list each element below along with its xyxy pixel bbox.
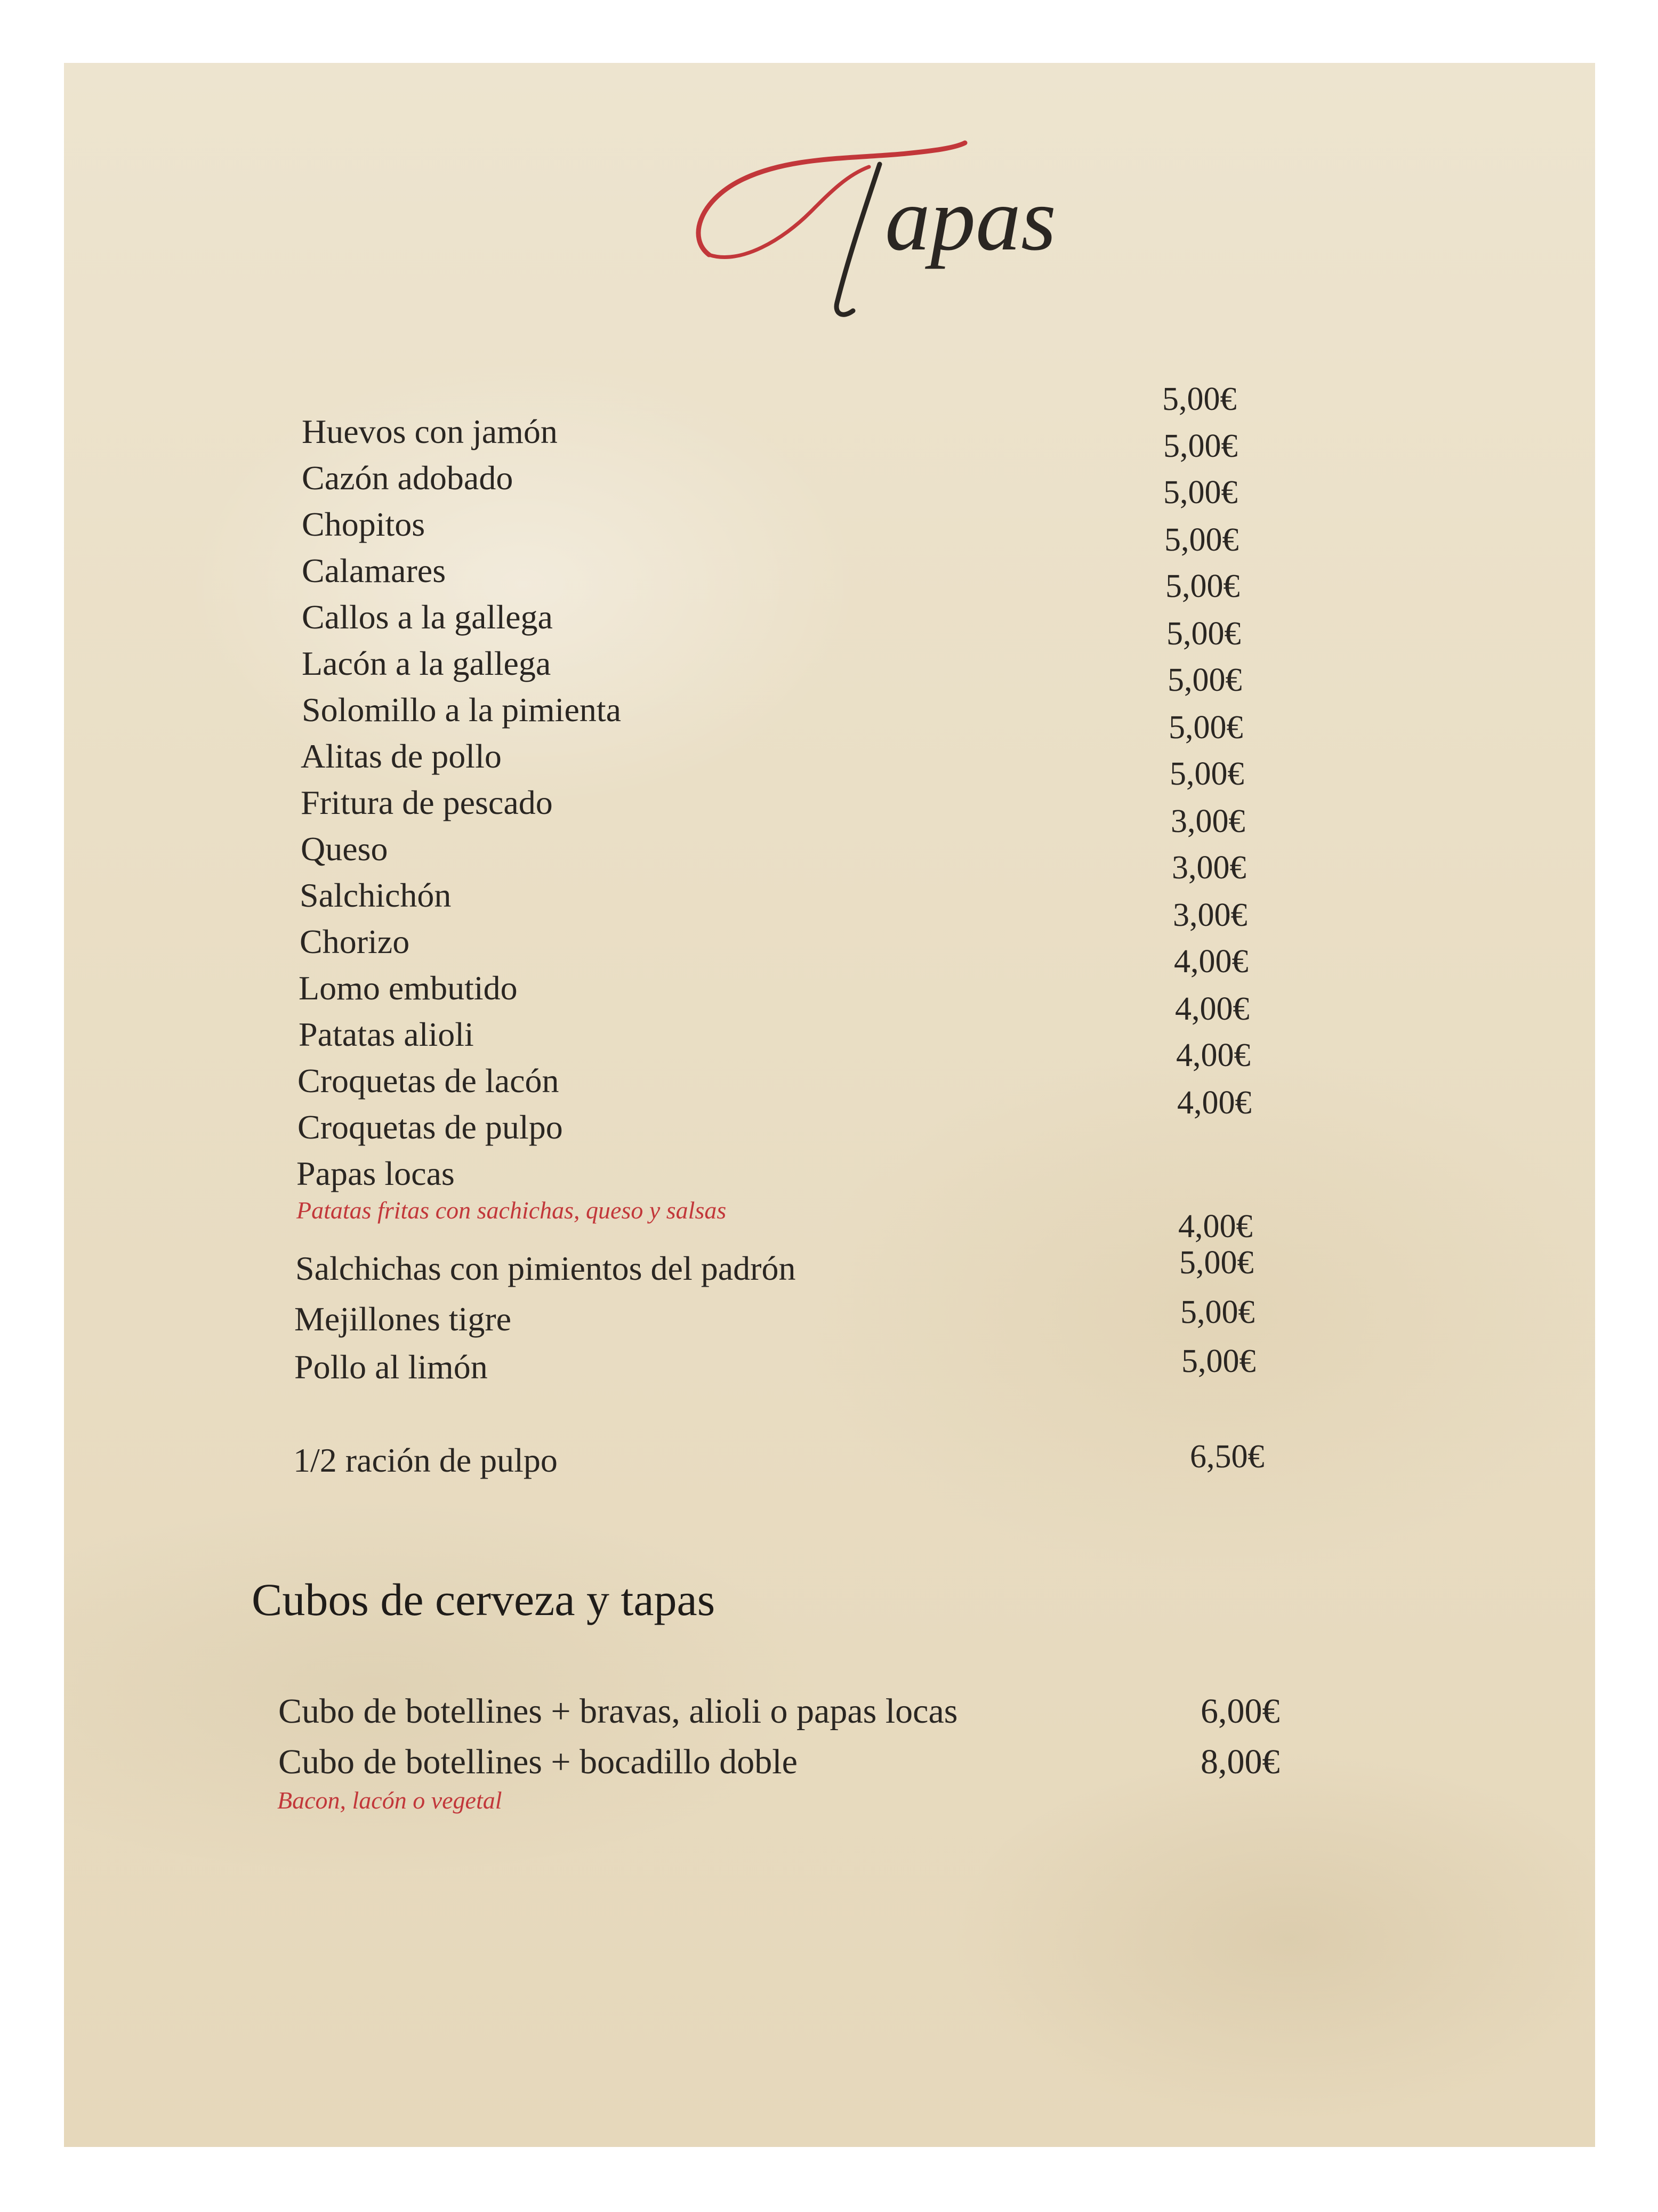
item-name: Chorizo (300, 923, 410, 960)
item-price: 5,00€ (1166, 616, 1241, 652)
item-price: 4,00€ (1176, 1037, 1251, 1073)
item-name: Papas locas (296, 1155, 455, 1192)
list-item (64, 1015, 1595, 1073)
item-name: Calamares (302, 552, 446, 590)
item-price: 6,50€ (1190, 1439, 1265, 1475)
item-name: Queso (301, 830, 388, 868)
item-price: 5,00€ (1180, 1294, 1255, 1330)
list-item (64, 784, 1595, 839)
item-name: Croquetas de lacón (297, 1062, 559, 1100)
item-note: Patatas fritas con sachichas, queso y salsas (296, 1197, 727, 1224)
item-name: Croquetas de pulpo (297, 1108, 563, 1146)
item-name: Chopitos (302, 505, 425, 543)
item-name: Huevos con jamón (302, 413, 558, 450)
list-item (64, 923, 1595, 980)
list-item (64, 1439, 1595, 1491)
item-price: 8,00€ (1201, 1742, 1280, 1781)
item-name: 1/2 ración de pulpo (293, 1441, 558, 1479)
list-item (64, 1110, 1595, 1158)
item-price: 4,00€ (1178, 1208, 1253, 1245)
item-name: Pollo al limón (294, 1348, 488, 1386)
list-item (64, 1245, 1595, 1299)
list-item (64, 1343, 1595, 1398)
item-price: 4,00€ (1177, 1085, 1252, 1121)
list-item (64, 644, 1595, 698)
item-name: Lomo embutido (299, 969, 518, 1007)
list-item (64, 415, 1595, 463)
item-name: Fritura de pescado (301, 784, 553, 821)
item-price: 5,00€ (1169, 709, 1243, 746)
menu-title-logo (677, 106, 1061, 329)
list-item (64, 1062, 1595, 1121)
list-item (64, 505, 1595, 558)
item-price: 5,00€ (1165, 568, 1240, 604)
item-price: 5,00€ (1163, 428, 1238, 464)
menu-title-text: apas (885, 169, 1057, 269)
item-price: 5,00€ (1162, 381, 1237, 417)
item-name: Solomillo a la pimienta (302, 691, 622, 729)
list-item (64, 461, 1595, 509)
item-name: Salchichas con pimientos del padrón (295, 1249, 796, 1287)
item-price: 3,00€ (1173, 897, 1247, 933)
item-name: Lacón a la gallega (302, 644, 551, 682)
item-price: 3,00€ (1171, 803, 1245, 839)
list-item (64, 691, 1595, 746)
item-price: 3,00€ (1172, 850, 1246, 886)
list-item (64, 598, 1595, 652)
item-name: Cazón adobado (302, 459, 513, 497)
item-name: Cubo de botellines + bocadillo doble (278, 1742, 798, 1781)
item-note: Bacon, lacón o vegetal (277, 1787, 502, 1814)
list-item (64, 554, 1595, 602)
item-price: 5,00€ (1168, 662, 1242, 698)
item-price: 5,00€ (1164, 522, 1239, 558)
item-name: Callos a la gallega (302, 598, 553, 636)
item-name: Cubo de botellines + bravas, alioli o papas locas (278, 1692, 958, 1731)
item-price: 4,00€ (1174, 943, 1249, 980)
menu-title (677, 106, 1061, 329)
menu-page (64, 63, 1595, 2147)
item-name: Salchichón (300, 876, 452, 914)
list-item (64, 1294, 1595, 1350)
item-price: 4,00€ (1175, 991, 1250, 1027)
item-price: 5,00€ (1170, 756, 1244, 792)
item-price: 5,00€ (1181, 1343, 1256, 1379)
item-name: Patatas alioli (299, 1015, 474, 1053)
list-item (64, 969, 1595, 1027)
item-name: Mejillones tigre (294, 1300, 512, 1338)
item-price: 6,00€ (1201, 1692, 1280, 1731)
list-item (64, 830, 1595, 886)
list-item (64, 1742, 1595, 1814)
section-title: Cubos de cerveza y tapas (252, 1574, 715, 1625)
list-item (64, 1155, 1595, 1245)
list-item (64, 737, 1595, 792)
list-item (64, 876, 1595, 933)
item-price: 5,00€ (1163, 474, 1238, 511)
item-price: 5,00€ (1179, 1245, 1254, 1281)
item-name: Alitas de pollo (301, 737, 502, 775)
list-item (64, 1694, 1595, 1742)
